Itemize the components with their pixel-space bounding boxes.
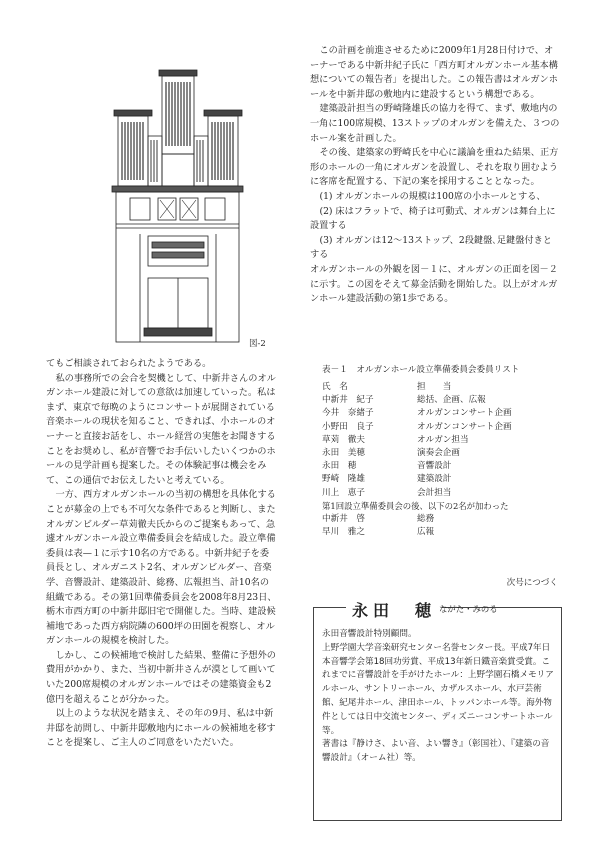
member-role: オルガンコンサート企画 — [417, 408, 512, 419]
paragraph: 私の事務所での会合を契機として、中新井さんのオルガンホール建設に対しての意欲は加速していった。私はまず、東京で毎晩のようにコンサートが展開されている音楽ホールの現状を知ること、できれば、小ホールのオーナーと直接お話をし、ホール経営の実態をお聞きすることをお奨めし、私が音響でお手伝いしたいくつかのホールの見学計画も提案した。その体験記事は機会をみて、この通信でお伝えしたいと考えている。 — [46, 372, 276, 486]
member-name: 今井 奈緒子 — [322, 408, 374, 419]
member-role: オルガン担当 — [417, 434, 469, 445]
member-role: 演奏会企画 — [417, 448, 460, 459]
left-column — [46, 357, 278, 751]
list-item: (1) オルガンホールの規模は100席の小ホールとする、 — [319, 190, 546, 202]
member-role: 総務 — [417, 514, 435, 525]
table-row — [322, 526, 562, 539]
list-item: (2) 床はフラットで、椅子は可動式、オルガンは舞台上に設置する — [310, 205, 556, 232]
member-role: 会計担当 — [417, 487, 452, 498]
committee-table — [322, 381, 562, 539]
member-name: 早川 雅之 — [322, 527, 365, 538]
table-row — [322, 447, 562, 460]
table-title: 表－１ オルガンホール設立準備委員会委員リスト — [322, 365, 520, 375]
member-role: 総括、企画、広報 — [417, 395, 486, 406]
paragraph: その後、建築家の野崎氏を中心に議論を重ねた結果、正方形のホールの一角にオルガンを設置し、それを取り囲むように客席を配置する、下記の案を採用することとなった。 — [310, 147, 559, 188]
member-name: 中新井 啓 — [322, 514, 365, 525]
member-name: 草苅 徹夫 — [322, 434, 365, 445]
bio-paragraph: 著書は『静けさ、よい音、よい響き』（彰国社）、『建築の音響設計』（オーム社）等。 — [322, 739, 550, 764]
table-note: 第1回設立準備委員会の後、以下の2名が加わった — [322, 500, 509, 511]
bio-paragraph: 永田音響設計特別顧問。 — [322, 629, 417, 639]
right-column — [310, 44, 560, 307]
paragraph: オルガンホールの外観を図－１に、オルガンの正面を図－２に示す。この図をそえて募金活動を開始した。以上がオルガンホール建設活動の第1歩である。 — [310, 263, 558, 305]
author-name-reading: ながた・みのる — [439, 604, 498, 614]
table-row — [322, 513, 562, 526]
figure-caption: 図-2 — [249, 339, 266, 349]
member-name: 野崎 隆雄 — [322, 474, 365, 485]
member-name: 永田 穂 — [322, 461, 357, 472]
paragraph: 建築設計担当の野崎隆雄氏の協力を得て、まず、敷地内の一角に100席規模、13ストップのオルガンを備えた、３つのホール案を計画した。 — [310, 103, 560, 144]
organ-figure — [110, 66, 245, 348]
continued-note: 次号につづく — [506, 578, 558, 588]
table-row — [322, 421, 562, 434]
bio-paragraph: 上野学園大学音楽研究センター名誉センター長。平成7年日本音響学会第18回功労賞、平成13年新日鐡音楽賞受賞。これまでに音響設計を手がけたホール：上野学園石橋メモリアルホール、サントリーホール、カザルスホール、水戸芸術館、紀尾井ホール、津田ホール、トッパンホール等。海外物件としては日中交流センター、ディズニーコンサートホール等。 — [322, 642, 554, 736]
member-name: 小野田 良子 — [322, 421, 374, 432]
table-row — [322, 460, 562, 473]
table-row — [322, 434, 562, 447]
table-row — [322, 487, 562, 500]
author-name: 永田 穂 — [346, 598, 442, 621]
bio-body — [322, 628, 554, 766]
table-header-row — [322, 381, 562, 394]
member-role: 建築設計 — [417, 474, 452, 485]
paragraph: 以上のような状況を踏まえ、その年の9月、私は中新井邸を訪問し、中新井邸敷地内にホールの候補地を移すことを提案し、ご主人のご同意をいただいた。 — [46, 708, 276, 749]
table-row — [322, 394, 562, 407]
member-role: 音響設計 — [417, 461, 452, 472]
table-row — [322, 473, 562, 486]
member-role: オルガンコンサート企画 — [417, 421, 512, 432]
list-item: (3) オルガンは12～13ストップ、2段鍵盤､足鍵盤付きとする — [310, 234, 552, 261]
table-row — [322, 407, 562, 420]
table-header-name: 氏 名 — [322, 382, 348, 392]
member-name: 川上 恵子 — [322, 487, 365, 498]
table-header-role: 担 当 — [417, 382, 452, 392]
table-note-row — [322, 500, 562, 513]
member-name: 永田 美穂 — [322, 448, 365, 459]
member-role: 広報 — [417, 527, 435, 538]
paragraph: しかし、この候補地で検討した結果、整備に予想外の費用がかかり、また、当初中新井さんが漠として画いていた200席規模のオルガンホールではその建築資金も2億円を超えることが分かった。 — [46, 649, 276, 705]
paragraph: 一方、西方オルガンホールの当初の構想を具体化することが募金の上でも不可欠な条件であると判断し、またオルガンビルダー草苅徹夫氏からのご提案もあって、急遽オルガンホール設立準備委員会を結成した。設立準備委員は表—１に示す10名の方である。中新井紀子を委員長とし、オルガニスト2名、オルガンビルダー、音楽学、音響設計、建築設計、総務、広報担当、計10名の組織である。その第1回準備委員会を2008年8月23日、栃木市西方町の中新井邸旧宅で開催した。当時、建設候補地であった西方病院隣の600坪の田園を視察し、オルガンホールの規模を検討した。 — [46, 489, 277, 647]
author-bio-box — [313, 601, 562, 821]
member-name: 中新井 紀子 — [322, 395, 374, 406]
paragraph: この計画を前進させるために2009年1月28日付けで、オーナーである中新井紀子氏に「西方町オルガンホール基本構想についての報告者」を提出した。この報告書はオルガンホールを中新井邸の敷地内に建設するという構想である。 — [310, 45, 558, 100]
bio-header — [314, 599, 561, 619]
paragraph: てもご相談されておられたようである。 — [46, 358, 212, 369]
